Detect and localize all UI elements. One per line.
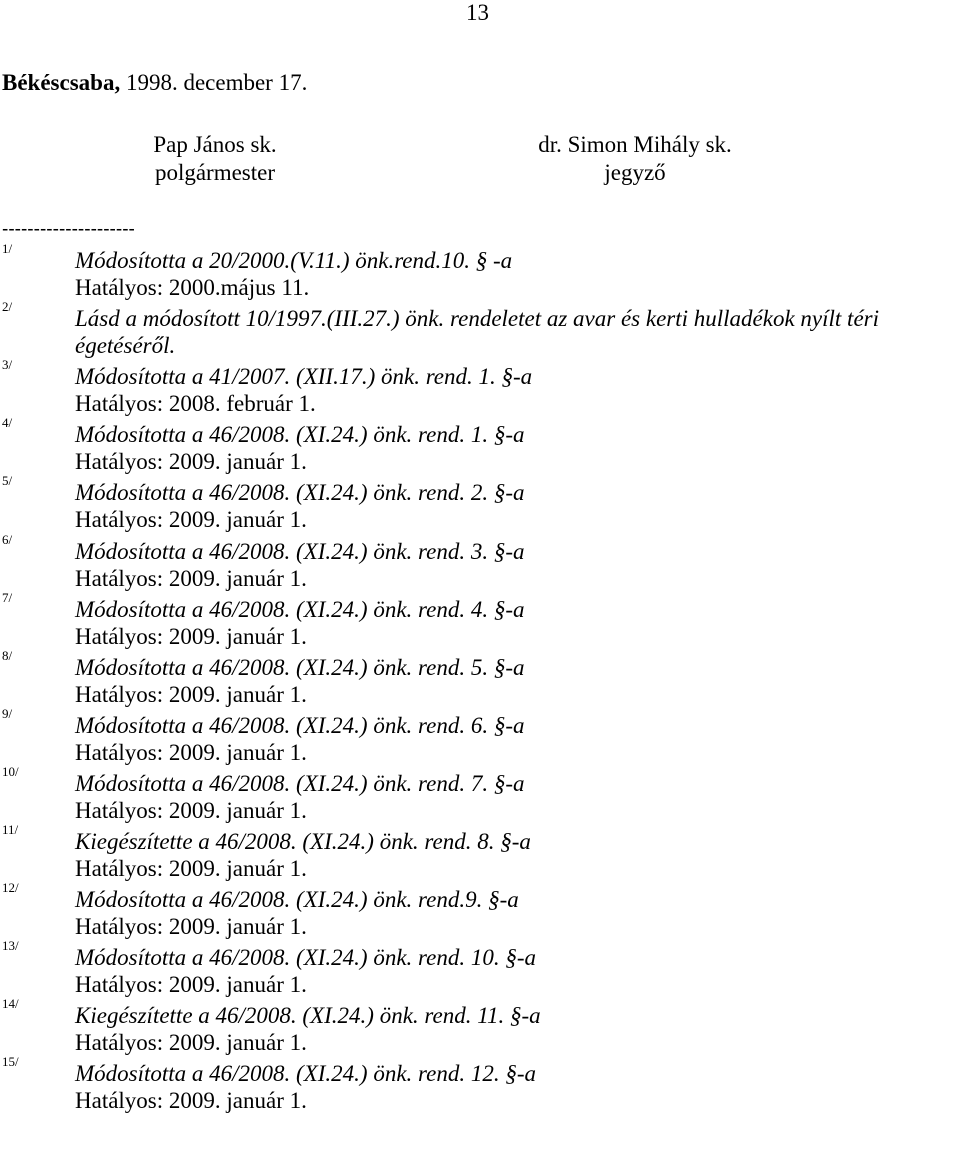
- footnote-effective-date: Hatályos: 2009. január 1.: [75, 623, 307, 649]
- footnote-number: 12/: [2, 880, 19, 896]
- footnote-number: 14/: [2, 996, 19, 1012]
- mayor-name: Pap János sk.: [153, 132, 277, 157]
- notary-title: jegyző: [604, 160, 666, 185]
- footnote-text: Módosította a 46/2008. (XI.24.) önk. rend. 12. §-a: [75, 1061, 537, 1087]
- footnote-text: Módosította a 46/2008. (XI.24.) önk. rend. 2. §-a: [75, 480, 525, 506]
- footnote-number: 6/: [2, 531, 13, 547]
- footnote-text: Módosította a 46/2008. (XI.24.) önk. rend. 1. §-a: [75, 422, 525, 448]
- footnote-effective-date: Hatályos: 2009. január 1.: [75, 565, 307, 591]
- footnote-item: [0, 938, 960, 999]
- footnote-number: 8/: [2, 647, 13, 663]
- mayor-title: polgármester: [154, 160, 276, 185]
- footnote-item: [0, 880, 960, 941]
- footnote-effective-date: Hatályos: 2009. január 1.: [75, 856, 307, 881]
- footnote-number: 15/: [2, 1054, 19, 1070]
- footnote-effective-date: Hatályos: 2009. január 1.: [75, 681, 307, 707]
- footnote-effective-date: Hatályos: 2000.május 11.: [75, 275, 310, 300]
- footnote-item: [0, 1054, 960, 1115]
- footnote-number: 11/: [2, 822, 19, 837]
- footnote-text: Módosította a 46/2008. (XI.24.) önk. rend. 7. §-a: [75, 770, 525, 796]
- footnote-item: [0, 589, 960, 651]
- footnote-number: 2/: [2, 299, 13, 315]
- footnote-number: 9/: [2, 705, 13, 721]
- footnote-divider: ---------------------: [2, 219, 135, 240]
- footnote-item: [0, 299, 960, 360]
- footnote-text: Kiegészítette a 46/2008. (XI.24.) önk. rend. 11. §-a: [75, 1003, 541, 1029]
- footnote-item: [0, 531, 960, 593]
- footnote-item: [0, 647, 960, 709]
- footnote-text: Módosította a 20/2000.(V.11.) önk.rend.10. § -a: [75, 248, 513, 273]
- footnote-text: Kiegészítette a 46/2008. (XI.24.) önk. rend. 8. §-a: [75, 829, 531, 854]
- footnote-number: 7/: [2, 589, 13, 605]
- footnote-effective-date: Hatályos: 2009. január 1.: [75, 914, 307, 940]
- footnote-effective-date: Hatályos: 2009. január 1.: [75, 972, 307, 998]
- footnote-effective-date: Hatályos: 2009. január 1.: [75, 507, 307, 533]
- footnote-item: [0, 357, 960, 418]
- page-number: 13: [466, 0, 489, 25]
- footnote-text: Módosította a 46/2008. (XI.24.) önk. rend. 5. §-a: [75, 654, 525, 680]
- footnote-number: 1/: [2, 241, 13, 256]
- footnote-number: 13/: [2, 938, 19, 954]
- footnote-text: Lásd a módosított 10/1997.(III.27.) önk. rendeletet az avar és kerti hulladékok nyílt téri: [75, 306, 880, 332]
- footnote-effective-date: Hatályos: 2009. január 1.: [75, 1030, 307, 1056]
- footnote-text: Módosította a 46/2008. (XI.24.) önk. rend. 3. §-a: [75, 538, 525, 564]
- footnote-text: Módosította a 46/2008. (XI.24.) önk. rend.9. §-a: [75, 887, 519, 913]
- footnote-item: [0, 996, 960, 1057]
- footnote-number: 4/: [2, 415, 13, 431]
- footnote-effective-date: Hatályos: 2009. január 1.: [75, 739, 307, 765]
- notary-name: dr. Simon Mihály sk.: [538, 132, 732, 157]
- footnote-text: Módosította a 46/2008. (XI.24.) önk. rend. 6. §-a: [75, 712, 525, 738]
- footnote-item: [0, 415, 960, 476]
- footnote-effective-date: Hatályos: 2009. január 1.: [75, 1088, 307, 1114]
- footnote-number: 10/: [2, 763, 19, 779]
- footnote-text: Módosította a 41/2007. (XII.17.) önk. rend. 1. §-a: [75, 364, 533, 390]
- date-text: 1998. december 17.: [120, 70, 308, 95]
- footnote-effective-date: égetéséről.: [75, 333, 176, 359]
- place-date-line: [2, 70, 307, 96]
- signature-mayor: [120, 131, 310, 187]
- footnote-effective-date: Hatályos: 2009. január 1.: [75, 449, 307, 475]
- footnote-number: 5/: [2, 473, 13, 489]
- footnote-effective-date: Hatályos: 2009. január 1.: [75, 797, 307, 823]
- footnote-item: [0, 763, 960, 825]
- footnote-text: Módosította a 46/2008. (XI.24.) önk. rend. 4. §-a: [75, 596, 525, 622]
- place-name: Békéscsaba,: [2, 70, 121, 95]
- footnote-item: [0, 473, 960, 534]
- footnote-text: Módosította a 46/2008. (XI.24.) önk. rend. 10. §-a: [75, 945, 537, 971]
- footnote-item: [0, 822, 960, 883]
- footnote-item: [0, 705, 960, 767]
- footnote-item: [0, 241, 960, 302]
- footnote-effective-date: Hatályos: 2008. február 1.: [75, 391, 316, 417]
- footnote-number: 3/: [2, 357, 13, 373]
- signature-notary: [500, 131, 770, 187]
